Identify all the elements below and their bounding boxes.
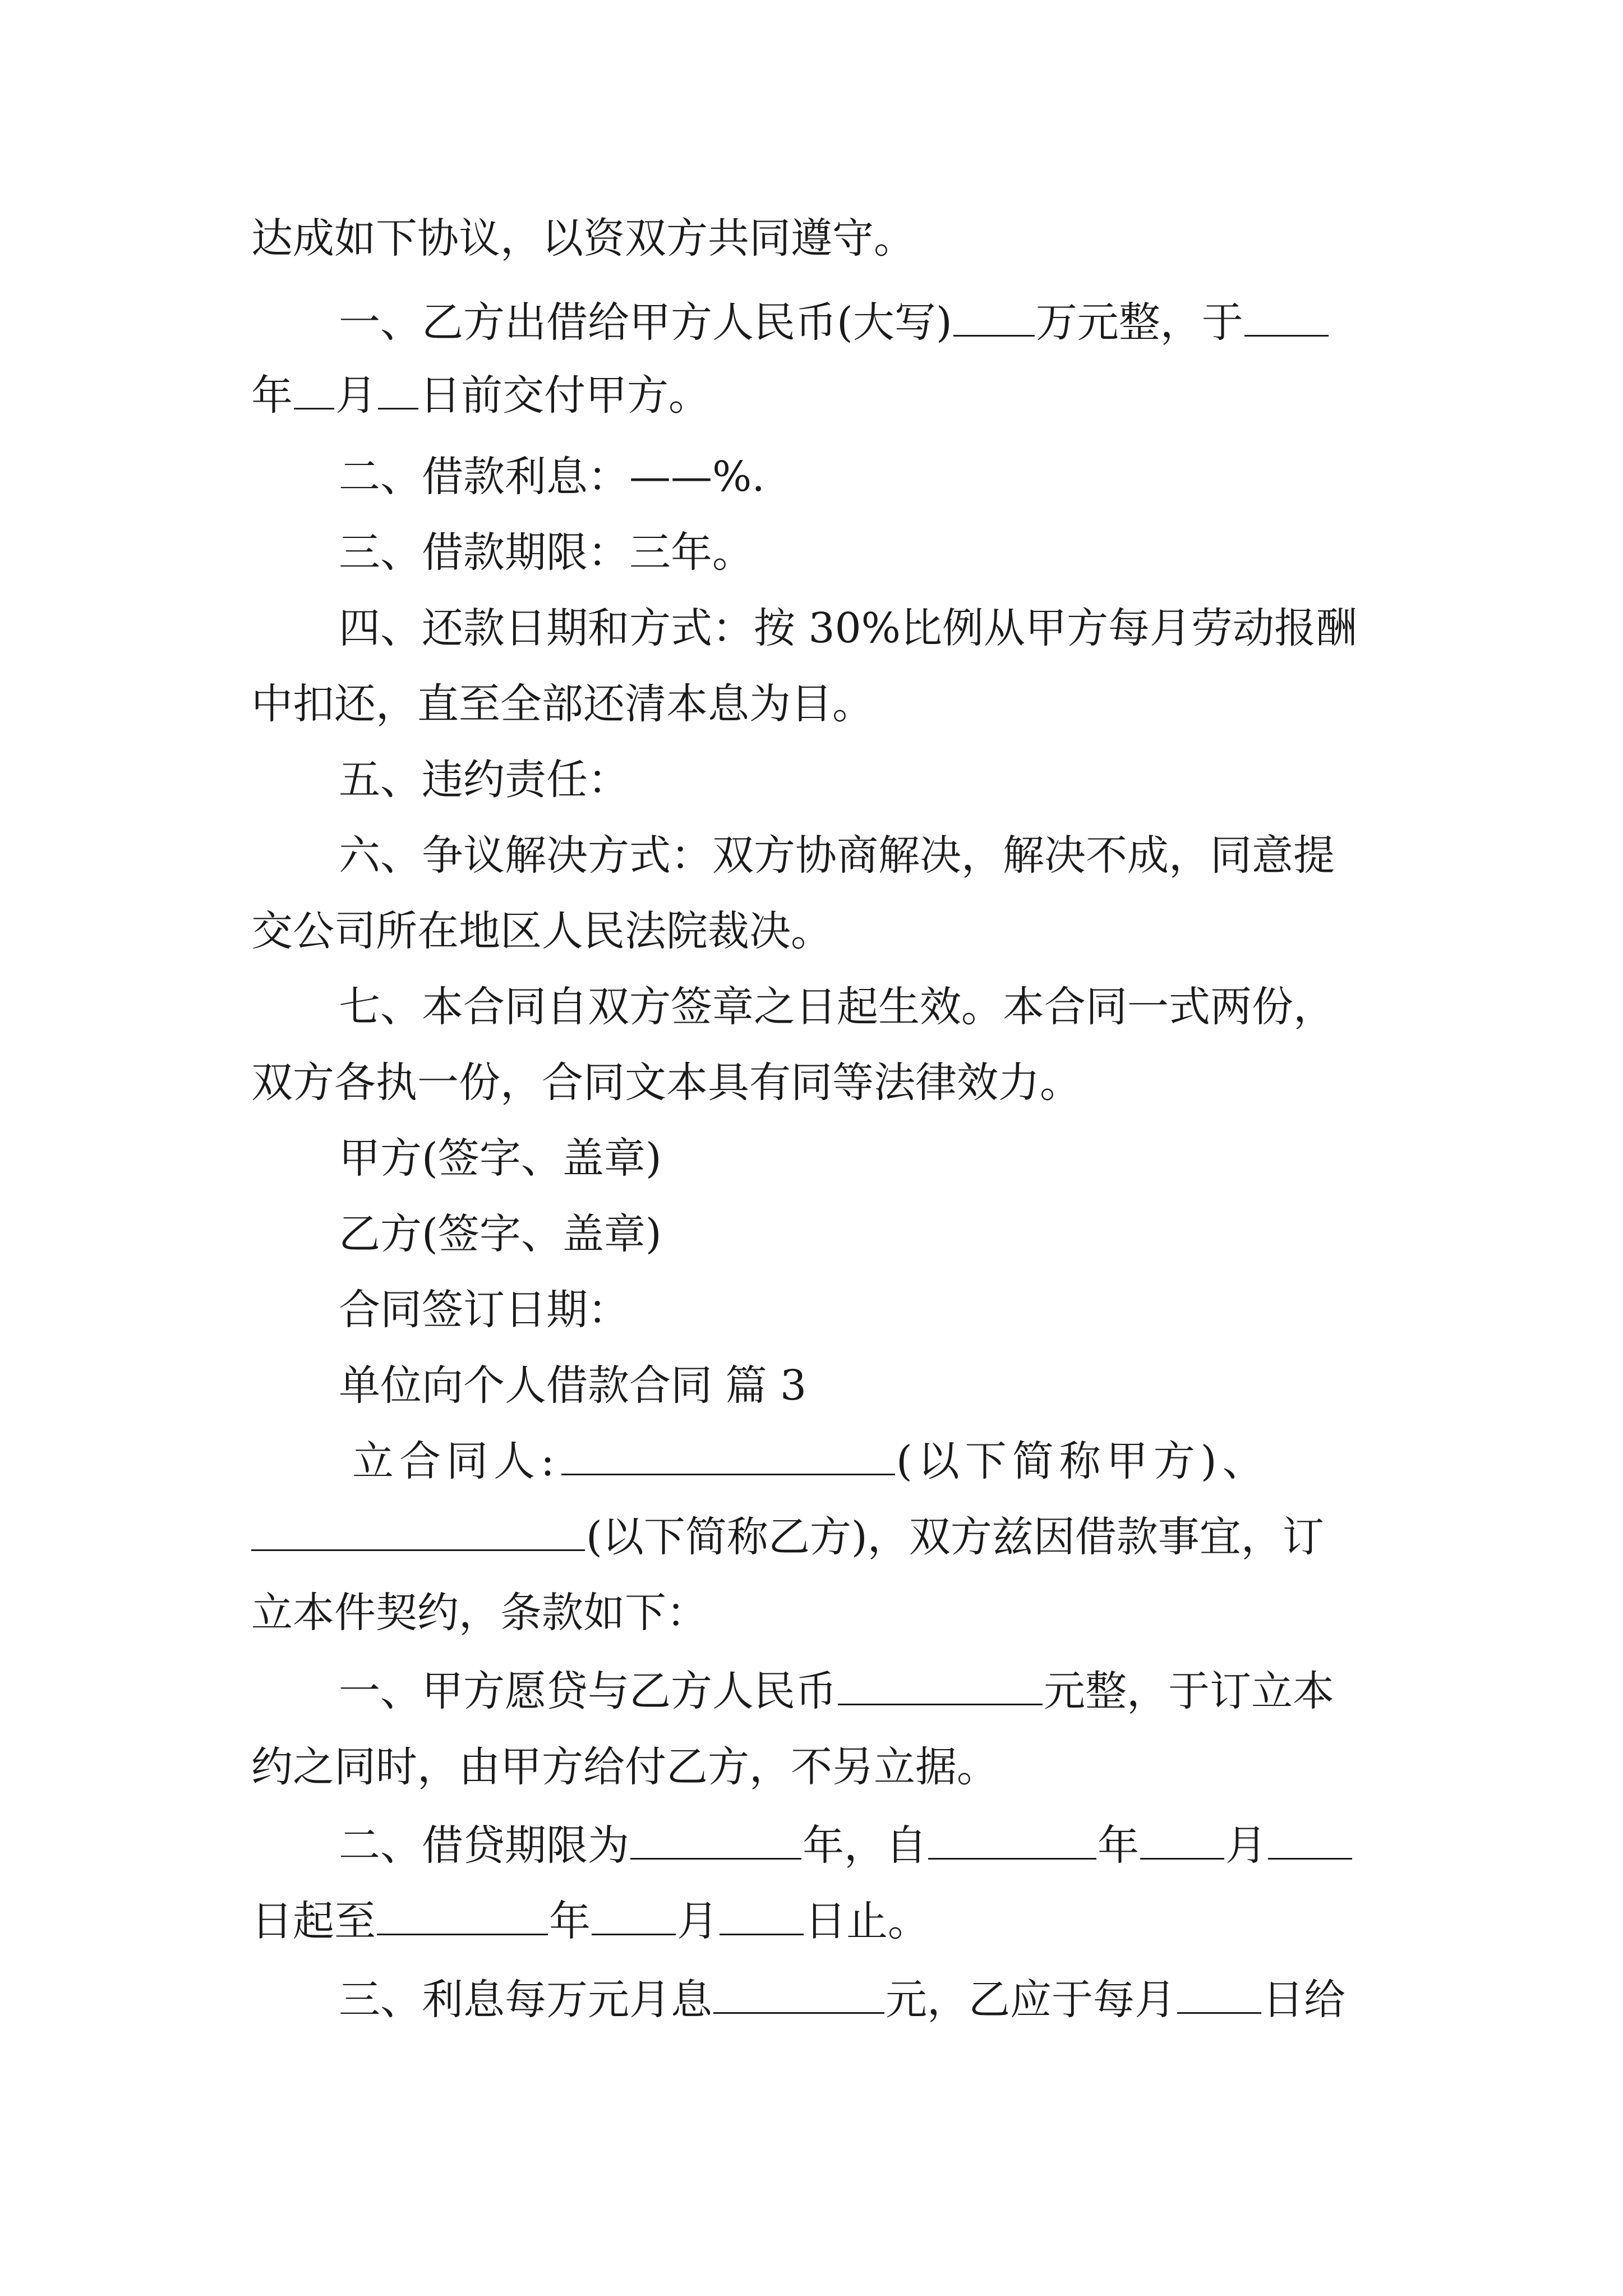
text: 中扣还，直至全部还清本息为目。 [251,680,874,728]
signature-line-party-a [339,1128,1477,1189]
text: 六、争议解决方式：双方协商解决，解决不成，同意提 [339,831,1335,880]
paragraph-line [339,597,1477,659]
text: 一、甲方愿贷与乙方人民币 [339,1667,837,1715]
text: 日止。 [805,1897,929,1945]
paragraph-line [251,673,1390,735]
blank-field [294,369,334,409]
text: 元，乙应于每月 [886,1976,1176,2024]
paragraph-line [339,825,1477,886]
paragraph-line [251,900,1390,962]
text: 二、借款利息：——%. [339,453,765,501]
text: 合同签订日期： [339,1286,629,1334]
text: 年 [1098,1821,1139,1870]
blank-field [378,369,418,409]
paragraph-line [352,1430,1491,1492]
text: 月 [335,371,377,420]
blank-field [561,1434,895,1475]
blank-field [377,1894,548,1935]
paragraph-line [339,749,1477,811]
text: 立本件契约，条款如下： [251,1589,708,1637]
text: 单位向个人借款合同 篇 3 [339,1361,807,1410]
paragraph-line [251,365,1390,426]
paragraph-line [339,1969,1477,2031]
text: 四、还款日期和方式：按 30%比例从甲方每月劳动报酬 [339,604,1357,652]
text: 双方各执一份，合同文本具有同等法律效力。 [251,1059,1081,1107]
paragraph-line [339,446,1477,508]
text: 日起至 [251,1897,376,1945]
contract-date-line [339,1279,1477,1341]
text: 三、借款期限：三年。 [339,528,754,577]
section-heading [339,1355,1477,1416]
text: 二、借贷期限为 [339,1821,629,1870]
text: 年 [549,1897,591,1945]
text: (以下简称乙方)，双方兹因借款事宜，订 [586,1513,1324,1561]
text: 交公司所在地区人民法院裁决。 [251,907,832,955]
blank-field [1244,296,1329,337]
blank-field [720,1894,804,1935]
text: 月 [677,1897,718,1945]
text: 五、违约责任： [339,756,629,804]
paragraph-line [251,1506,1390,1568]
text: 日前交付甲方。 [419,371,710,420]
paragraph-line [251,208,1390,269]
text: 三、利息每万元月息 [339,1976,712,2024]
blank-field [251,1510,585,1551]
text: 年 [251,371,293,420]
text: 月 [1225,1821,1267,1870]
text: 一、乙方出借给甲方人民币(大写) [339,298,952,347]
blank-field [838,1664,1043,1705]
paragraph-line [339,1660,1477,1722]
paragraph-line [251,1582,1390,1644]
text: (以下简称甲方)、 [896,1437,1270,1485]
text: 甲方(签字、盖章) [339,1134,662,1182]
paragraph-line [251,1736,1390,1798]
blank-field [592,1894,676,1935]
text: 立合同人: [352,1437,560,1485]
blank-field [953,296,1035,337]
text: 元整，于订立本 [1044,1667,1334,1715]
text: 万元整，于 [1035,298,1243,347]
text: 七、本合同自双方签章之日起生效。本合同一式两份， [339,983,1335,1031]
blank-field [928,1819,1096,1860]
blank-field [1177,1973,1261,2014]
text: 达成如下协议，以资双方共同遵守。 [251,214,915,263]
paragraph-line [339,1815,1477,1876]
blank-field [713,1973,884,2014]
paragraph-line [339,976,1477,1038]
paragraph-line [251,1890,1390,1952]
blank-field [630,1819,801,1860]
text: 乙方(签字、盖章) [339,1210,662,1258]
text: 日给 [1262,1976,1345,2024]
signature-line-party-b [339,1203,1477,1265]
paragraph-line [339,292,1477,353]
paragraph-line [251,1052,1390,1114]
text: 年，自 [803,1821,927,1870]
blank-field [1268,1819,1352,1860]
text: 约之同时，由甲方给付乙方，不另立据。 [251,1743,998,1791]
blank-field [1140,1819,1224,1860]
paragraph-line [339,522,1477,583]
